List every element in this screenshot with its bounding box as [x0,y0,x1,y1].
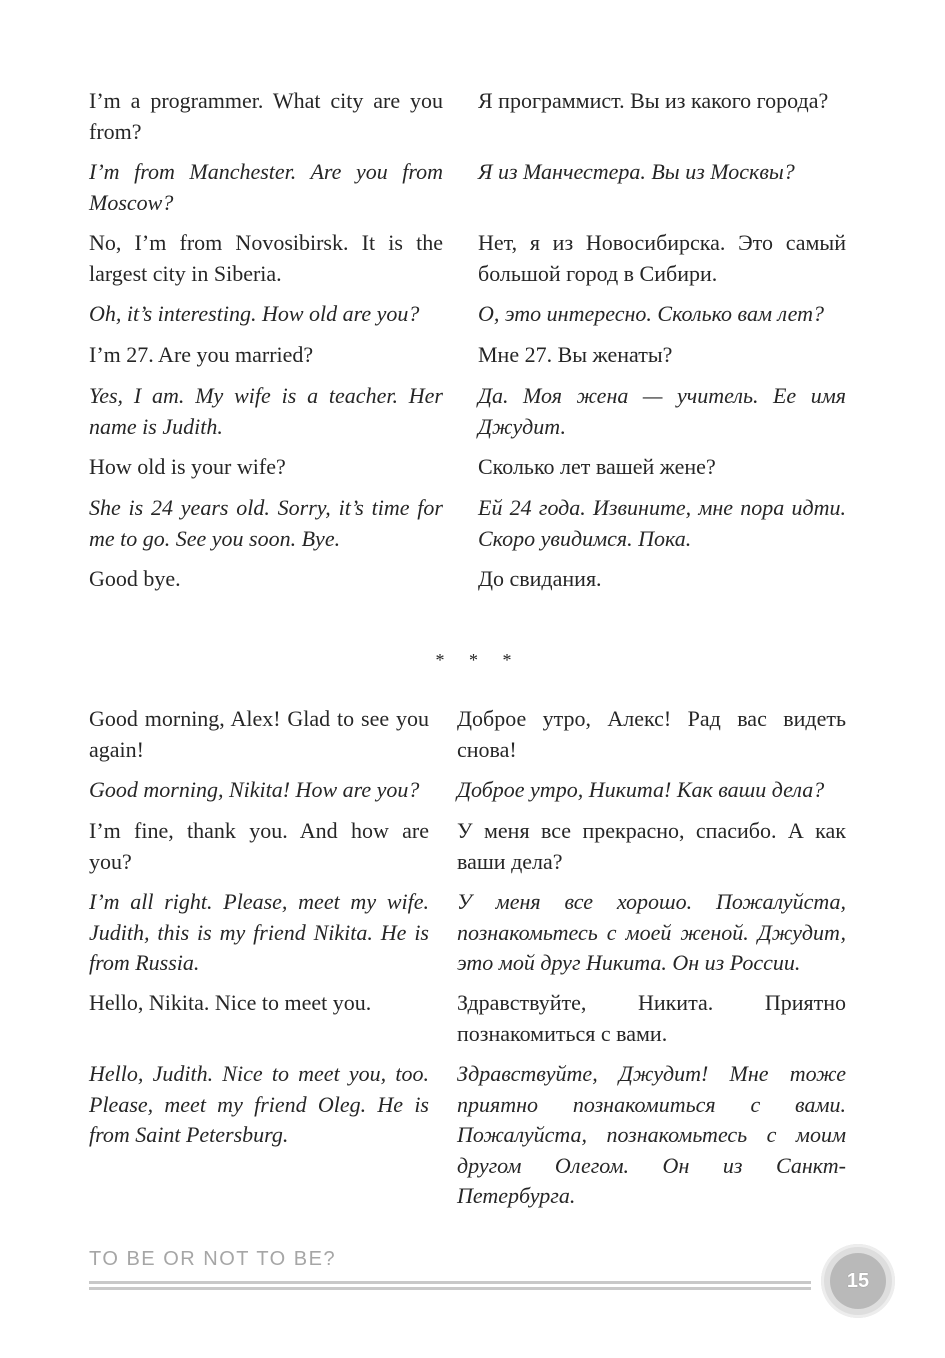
english-line: Yes, I am. My wife is a teacher. Her name is Judith. [89,383,443,439]
russian-line: До свидания. [478,566,602,591]
english-line: Good morning, Alex! Glad to see you again! [89,706,429,762]
footer-rule-bottom [89,1287,811,1290]
english-line: I’m from Manchester. Are you from Moscow? [89,159,443,215]
russian-line: Мне 27. Вы женаты? [478,342,673,367]
english-line: No, I’m from Novosibirsk. It is the largest city in Siberia. [89,230,443,286]
russian-line: У меня все прекрасно, спасибо. А как ваши дела? [457,818,846,874]
english-line: I’m 27. Are you married? [89,342,314,367]
english-line: Good bye. [89,566,181,591]
page-number: 15 [830,1253,886,1309]
english-line: Hello, Judith. Nice to meet you, too. Please, meet my friend Oleg. He is from Saint Petersburg. [89,1061,429,1147]
russian-line: Я программист. Вы из какого города? [478,88,829,113]
russian-line: Здравствуйте, Джудит! Мне тоже приятно познакомиться с вами. Пожалуйста, познакомьтесь с моим другом Олегом. Он из Санкт-Петербурга. [457,1061,846,1208]
section-separator: * * * [435,650,522,670]
russian-line: Ей 24 года. Извините, мне пора идти. Скоро увидимся. Пока. [478,495,846,551]
russian-line: Доброе утро, Никита! Как ваши дела? [457,777,825,802]
russian-line: Да. Моя жена — учитель. Ее имя Джудит. [478,383,846,439]
english-line: She is 24 years old. Sorry, it’s time for me to go. See you soon. Bye. [89,495,443,551]
russian-line: Доброе утро, Алекс! Рад вас видеть снова! [457,706,846,762]
russian-line: Нет, я из Новосибирска. Это самый большой город в Сибири. [478,230,846,286]
english-line: Good morning, Nikita! How are you? [89,777,420,802]
russian-line: Здравствуйте, Никита. Приятно познакомиться с вами. [457,990,846,1046]
english-line: I’m a programmer. What city are you from? [89,88,443,144]
english-line: Oh, it’s interesting. How old are you? [89,301,420,326]
english-line: How old is your wife? [89,454,286,479]
running-footer-title: TO BE OR NOT TO BE? [89,1248,337,1270]
page-number-badge [821,1244,895,1318]
russian-line: О, это интересно. Сколько вам лет? [478,301,824,326]
english-line: I’m all right. Please, meet my wife. Judith, this is my friend Nikita. He is from Russia. [89,889,429,975]
english-line: I’m fine, thank you. And how are you? [89,818,429,874]
russian-line: Сколько лет вашей жене? [478,454,716,479]
russian-line: Я из Манчестера. Вы из Москвы? [478,159,795,184]
russian-line: У меня все хорошо. Пожалуйста, познакомьтесь с моей женой. Джудит, это мой друг Никита. Он из России. [457,889,846,975]
english-line: Hello, Nikita. Nice to meet you. [89,990,372,1015]
footer-rule-top [89,1281,811,1284]
